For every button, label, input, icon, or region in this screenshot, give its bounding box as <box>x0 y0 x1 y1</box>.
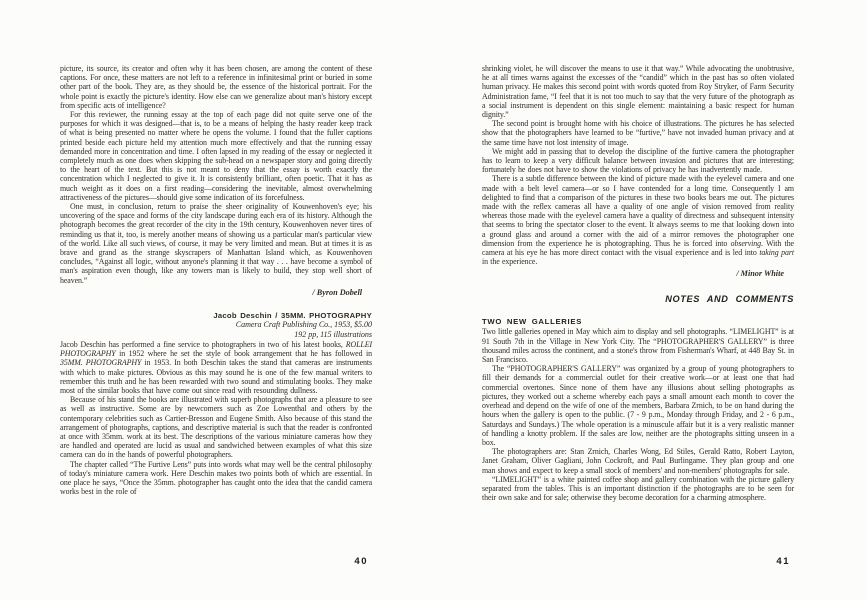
page-number: 41 <box>776 556 790 567</box>
page-left <box>60 64 372 584</box>
page-right <box>482 64 794 584</box>
review-paragraph: We might add in passing that to develop the discipline of the furtive camera the photographer has to learn to keep a very difficult balance between invasion and pictures that are interesting; fortunately he does not have to show the violations of privacy he has inadvertently made. <box>482 146 794 175</box>
citation-pages: 192 pp, 115 illustrations <box>294 330 372 340</box>
notes-paragraph: The “PHOTOGRAPHER'S GALLERY” was organized by a group of young photographers to fill their demands for a commercial outlet for their creative work—or at least one that had commercial overtones. Since none of them have any illusions about selling photographs as pictures, they worked out a scheme whereby each pays a small amount each month to cover the overhead and depend on the wife of one of the members, Barbara Zrnich, to be on hand during the hours when the gallery is open to the public. (7 - 9 p.m., Monday through Friday, and 2 - 6 p.m., Saturdays and Sundays.) The whole operation is a minuscule affair but it is a very realistic manner of handling a knotty problem. If the sales are low, neither are the photographs sitting unseen in a box. <box>482 364 794 447</box>
byline-byron-dobell: / Byron Dobell <box>312 287 362 297</box>
book-citation <box>60 311 372 340</box>
notes-paragraph: The photographers are: Stan Zrnich, Charles Wong, Ed Stiles, Gerald Ratto, Robert Layton, Janet Graham, Oliver Gagliani, John Cockroft, and Paul Burlingame. They plan group and one man shows and expect to keep a small stock of members' and non-members' photographs for sale. <box>482 447 794 475</box>
citation-title: Jacob Deschin / 35MM. PHOTOGRAPHY <box>213 310 372 320</box>
review-paragraph: There is a subtle difference between the kind of picture made with the eyelevel camera and one made with a belt level camera—or so I have contended for a long time. Consequently I am delighted to find that a comparison of the pictures in these two books bears me out. The pictures made with the reflex cameras all have a quality of one angle of vision removed from reality whereas those made with the eyelevel camera have a quality of directness and subsequent intensity that seems to bring the spectator closer to the event. It always seems to me that looking down into a ground glass and around a corner with the aid of a mirror removes the photographer one dimension from the experience he is photographing. Thus he is forced into observing. With the camera at his eye he has more direct contact with the visual experience and is led into taking part in the experience. <box>482 174 794 267</box>
section-header-notes-and-comments: NOTES AND COMMENTS <box>665 294 794 305</box>
review-paragraph: Jacob Deschin has performed a fine service to photographers in two of his latest books, ROLLEI PHOTOGRAPHY in 1952 where he set the style of book arrangement that he has followed in 35MM. PHOTOGRAPHY in 1953. In both Deschin takes the stand that cameras are instruments with which to make pictures. Obvious as this may sound he is one of the few manual writers to remember this truth and he has been rewarded with two sound and stimulating books. They make most of the similar books that have come out since read with resounding dullness. <box>60 339 372 395</box>
page-number: 40 <box>354 556 368 567</box>
byline-minor-white: / Minor White <box>736 269 784 279</box>
review-paragraph: The chapter called “The Furtive Lens” puts into words what may well be the central philosophy of today's miniature camera work. Here Deschin makes two points both of which are essential. In one place he says, “Once the 35mm. photographer has caught onto the idea that the candid camera works best in the role of <box>60 459 372 497</box>
essay-paragraph: picture, its source, its creator and often why it has been chosen, are among the content of these captions. For once, these matters are not left to a reference in infinitesimal print or buried in some other part of the book. They are, as they should be, the essence of the historical portrait. For the whole point is exactly the picture's identity. How else can we generalize about man's history except from specific acts of intelligence? <box>60 64 372 110</box>
citation-publisher: Camera Craft Publishing Co., 1953, $5.00 <box>235 320 372 330</box>
subsection-header-two-new-galleries: TWO NEW GALLERIES <box>482 317 583 327</box>
review-paragraph: shrinking violet, he will discover the means to use it that way.” While advocating the unobtrusive, he at all times warns against the excesses of the “candid” which in the past has so often violated human privacy. He makes this second point with words quoted from Roy Stryker, of Farm Security Administration fame, “I feel that it is not too much to say that the very future of the photograph as a social instrument is dependent on this single element: maintaining a basic respect for human dignity.” <box>482 64 794 120</box>
review-paragraph: The second point is brought home with his choice of illustrations. The pictures he has selected show that the photographers have learned to be “furtive,” have not invaded human privacy and at the same time have not lost intensity of image. <box>482 119 794 147</box>
review-paragraph: Because of his stand the books are illustrated with superb photographs that are a pleasure to see as well as instructive. Some are by newcomers such as Zoe Lowenthal and others by the contemporary celebrities such as Cartier-Bresson and Eugene Smith. Also because of this stand the arrangement of photographs, captions, and descriptive material is such that the reader is confronted at once with 35mm. work at its best. The descriptions of the various miniature cameras how they are handled and operated are lucid as usual and sandwiched between examples of what this size camera can do in the hands of powerful photographers. <box>60 395 372 460</box>
essay-paragraph: One must, in conclusion, return to praise the sheer originality of Kouwenhoven's eye; his uncovering of the space and forms of the city landscape during each era of its history. Although the photograph becomes the great recorder of the city in the 19th century, Kouwenhoven never tires of reminding us that it, too, is merely another means of showing us a particular man's particular view of the world. Like all such views, of course, it may be very limited and mean. But at times it is as brave and grand as the strange skyscrapers of Manhattan Island which, as Kouwenhoven concludes, “Against all logic, without anyone's planning it that way . . . have become a symbol of man's aspiration even though, like any towers man is likely to build, they stop well short of heaven.” <box>60 202 372 285</box>
notes-paragraph: “LIMELIGHT” is a white painted coffee shop and gallery combination with the picture gallery separated from the tables. This is an important distinction if the photographs are to be seen for their own sake and for sale; otherwise they become decoration for a charming atmosphere. <box>482 474 794 503</box>
notes-paragraph: Two little galleries opened in May which aim to display and sell photographs. “LIMELIGHT” is at 91 South 7th in the Village in New York City. The “PHOTOGRAPHER'S GALLERY” is three thousand miles across the continent, and a stone's throw from Fisherman's Wharf, at 448 Bay St. in San Francisco. <box>482 327 794 365</box>
essay-paragraph: For this reviewer, the running essay at the top of each page did not quite serve one of the purposes for which it was designed—that is, to be a means of helping the hasty reader keep track of what is being presented no matter where he opens the volume. I found that the fuller captions printed beside each picture held my attention much more effectively and that the running essay demanded more in concentration and time. I often lapsed in my reading of the essay or neglected it completely much as one does when skipping the sub-head on a newspaper story and going directly to the heart of the text. But this is not meant to deny that the essay is worth exactly the concentration which I neglected to give it. It is consistently brilliant, often poetic. That it has as much weight as it does on a first reading—considering the inevitable, almost overwhelming attractiveness of the pictures—should give some indication of its forcefulness. <box>60 110 372 202</box>
